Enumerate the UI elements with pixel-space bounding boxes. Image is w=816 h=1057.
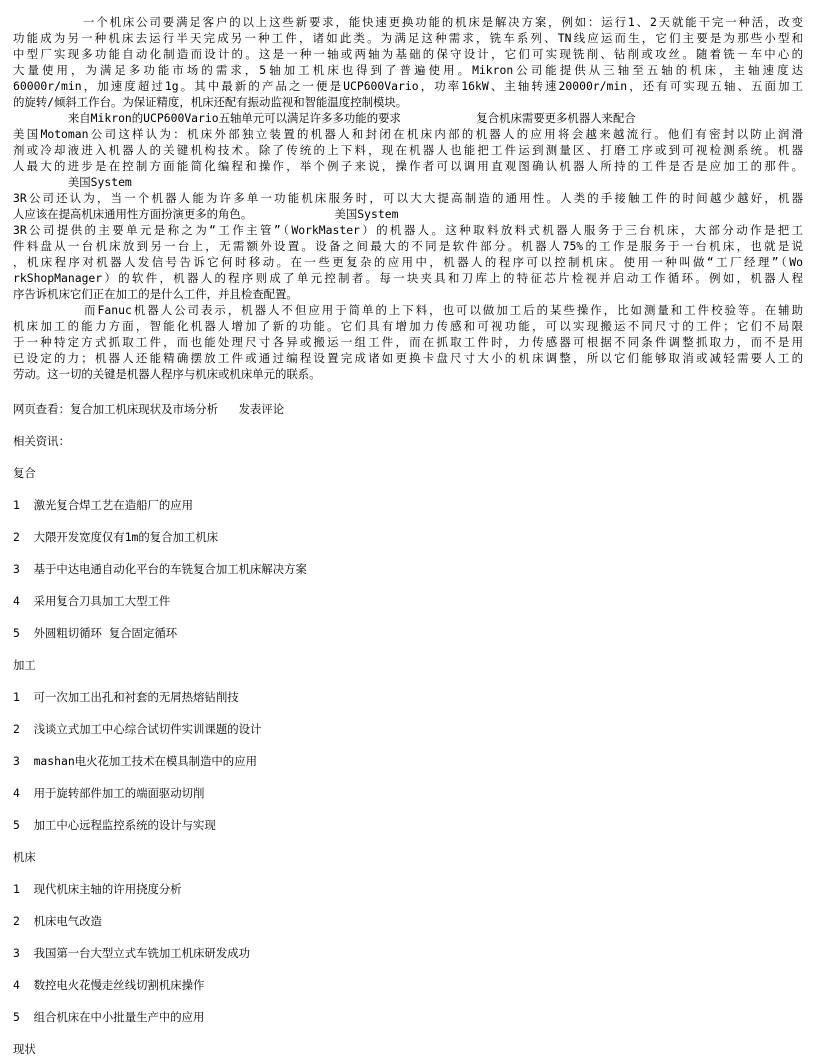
related-link[interactable]: 5 外圆粗切循环 复合固定循环	[13, 626, 178, 640]
related-link[interactable]: 2 大隈开发宽度仅有1m的复合加工机床	[13, 530, 219, 544]
body-line: 60000r/min，加速度超过1g。其中最新的产品之一便是UCP600Vario，功率16kW、主轴转速20000r/min，还有可实现五轴、五面加工	[13, 79, 803, 93]
related-link[interactable]: 3 基于中达电通自动化平台的车铣复合加工机床解决方案	[13, 562, 307, 576]
related-link[interactable]: 4 数控电火花慢走丝线切割机床操作	[13, 978, 205, 992]
body-line: 人最大的进步是在控制方面能简化编程和操作，举个例子来说，操作者可以调用直观图确认机器人所持的工件是否是应加工的那件。	[13, 159, 803, 173]
related-link[interactable]: 3 mashan电火花加工技术在模具制造中的应用	[13, 754, 257, 768]
related-link[interactable]: 2 机床电气改造	[13, 914, 102, 928]
body-line: 美国System	[13, 175, 132, 189]
body-line: 于一种特定方式抓取工件，而也能处理尺寸各异或搬运一组工件，而在抓取工件时，力传感器可根据不同条件调整抓取力，而不是用	[13, 335, 803, 349]
related-link[interactable]: 4 用于旋转部件加工的端面驱动切削	[13, 786, 205, 800]
article-body	[13, 14, 803, 382]
body-line: 机床加工的能力方面，智能化机器人增加了新的功能。它们具有增加力传感和可视功能，可以实现搬运不同尺寸的工件；它们不局限	[13, 319, 803, 333]
web-view-link[interactable]: 网页查看：复合加工机床现状及市场分析 发表评论	[13, 402, 285, 416]
body-line: 已设定的力；机器人还能精确摆放工件或通过编程设置完成诸如更换卡盘尺寸大小的机床调整，所以它们能够取消或减轻需要人工的	[13, 351, 803, 365]
body-line: 中型厂实现多功能自动化制造而设计的。这是一种一轴或两轴为基础的保守设计，它们可实现铣削、钻削或攻丝。随着铣－车中心的	[13, 47, 803, 61]
related-link[interactable]: 4 采用复合刀具加工大型工件	[13, 594, 171, 608]
body-line: 的旋转/倾斜工作台。为保证精度，机床还配有振动监视和智能温度控制模块。	[13, 95, 408, 109]
body-line: ，机床程序对机器人发信号告诉它何时移动。在一些更复杂的应用中，机器人的程序可以控制机床。使用一种叫做“工厂经理”（Wo	[13, 255, 803, 269]
body-line: 来自Mikron的UCP600Vario五轴单元可以满足许多多功能的要求 复合机床需要更多机器人来配合	[13, 111, 636, 125]
section-title: 复合	[13, 466, 36, 480]
related-link[interactable]: 1 可一次加工出孔和衬套的无屑热熔钻削技	[13, 690, 239, 704]
section-title: 加工	[13, 658, 36, 672]
related-link[interactable]: 5 加工中心远程监控系统的设计与实现	[13, 818, 216, 832]
body-line: 剂或冷却液进入机器人的关键机构技术。除了传统的上下料，现在机器人也能把工件运到测量区、打磨工序或到可视检测系统。机器	[13, 143, 803, 157]
body-line: 一个机床公司要满足客户的以上这些新要求，能快速更换功能的机床是解决方案，例如：运行1、2天就能干完一种活，改变	[13, 15, 803, 29]
related-link[interactable]: 5 组合机床在中小批量生产中的应用	[13, 1010, 205, 1024]
related-link[interactable]: 1 现代机床主轴的许用挠度分析	[13, 882, 182, 896]
section-title: 现状	[13, 1042, 36, 1056]
body-line: 劳动。这一切的关键是机器人程序与机床或机床单元的联系。	[13, 367, 321, 381]
body-line: 美国Motoman公司这样认为：机床外部独立装置的机器人和封闭在机床内部的机器人的应用将会越来越流行。他们有密封以防止润滑	[13, 127, 803, 141]
body-line: 序告诉机床它们正在加工的是什么工件，并且检查配置。	[13, 287, 298, 301]
body-line: rkShopManager）的软件，机器人的程序则成了单元控制者。每一块夹具和刀库上的特征芯片检视并启动工作循环。例如，机器人程	[13, 271, 803, 285]
body-line: 人应该在提高机床通用性方面扮演更多的角色。 美国System	[13, 207, 399, 221]
body-line: 而Fanuc机器人公司表示，机器人不但应用于简单的上下料，也可以做加工后的某些操作，比如测量和工件校验等。在辅助	[13, 303, 803, 317]
body-line: 3R公司还认为，当一个机器人能为许多单一功能机床服务时，可以大大提高制造的通用性。人类的手接触工件的时间越少越好，机器	[13, 191, 803, 205]
related-link[interactable]: 2 浅谈立式加工中心综合试切件实训课题的设计	[13, 722, 262, 736]
related-link[interactable]: 3 我国第一台大型立式车铣加工机床研发成功	[13, 946, 250, 960]
related-link[interactable]: 1 激光复合焊工艺在造船厂的应用	[13, 498, 194, 512]
body-line: 件料盘从一台机床放到另一台上，无需额外设置。设备之间最大的不同是软件部分。机器人75%的工作是服务于一台机床，也就是说	[13, 239, 803, 253]
section-title: 机床	[13, 850, 36, 864]
body-line: 3R公司提供的主要单元是称之为“工作主管”（WorkMaster）的机器人。这种取料放料式机器人服务于三台机床，大部分动作是把工	[13, 223, 803, 237]
related-label: 相关资讯：	[13, 434, 70, 448]
body-line: 功能成为另一种机床去运行半天完成另一种工件，诸如此类。为满足这种需求，铣车系列、TN线应运而生，它们主要是为那些小型和	[13, 31, 803, 45]
body-line: 大量使用，为满足多功能市场的需求，5轴加工机床也得到了普遍使用。Mikron公司能提供从三轴至五轴的机床，主轴速度达	[13, 63, 803, 77]
